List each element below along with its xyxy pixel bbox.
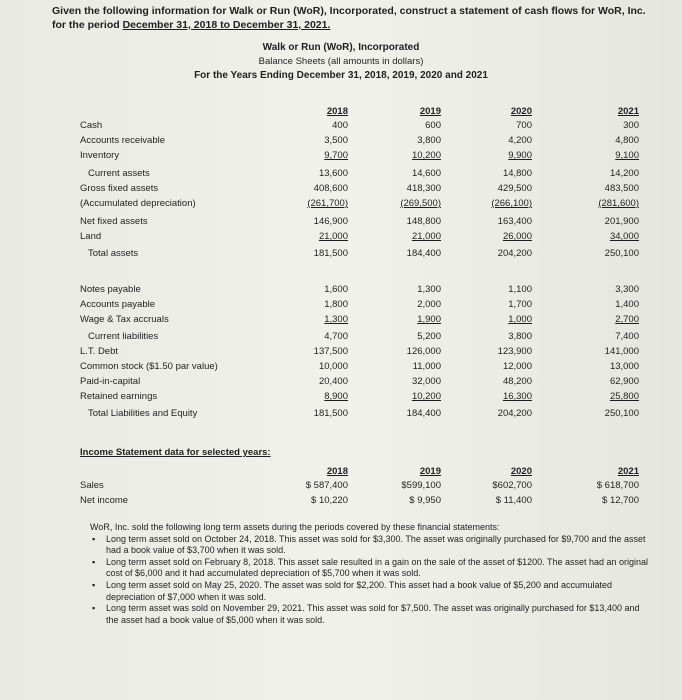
year-header: 2018 <box>326 466 348 477</box>
asset-sale-notes <box>92 522 652 626</box>
cell-value: 204,200 <box>497 408 532 419</box>
cell-value: 184,400 <box>406 408 441 419</box>
cell-value: 148,800 <box>406 216 441 227</box>
row-label: Total assets <box>88 248 139 259</box>
cell-value: 12,000 <box>502 361 532 372</box>
row-label: Current liabilities <box>88 331 159 342</box>
cell-value: $599,100 <box>401 480 441 491</box>
table-row <box>0 495 682 509</box>
year-header: 2019 <box>419 466 441 477</box>
cell-value: 10,200 <box>411 150 441 161</box>
cell-value: (261,700) <box>307 198 348 209</box>
table-row <box>0 248 682 262</box>
cell-value: (266,100) <box>491 198 532 209</box>
table-row <box>0 361 682 375</box>
cell-value: 21,000 <box>411 231 441 242</box>
cell-value: 2,000 <box>417 299 441 310</box>
cell-value: 184,400 <box>406 248 441 259</box>
cell-value: 9,900 <box>508 150 532 161</box>
table-row <box>0 135 682 149</box>
cell-value: 13,000 <box>609 361 639 372</box>
cell-value: 9,100 <box>615 150 639 161</box>
notes-list <box>92 534 652 627</box>
row-label: Notes payable <box>80 284 141 295</box>
cell-value: 700 <box>516 120 532 131</box>
cell-value: (281,600) <box>598 198 639 209</box>
cell-value: 16,300 <box>502 391 532 402</box>
table-row <box>0 314 682 328</box>
bullet-icon: ▪ <box>92 556 96 567</box>
notes-intro: WoR, Inc. sold the following long term assets during the periods covered by these financial statements: <box>90 522 500 532</box>
cell-value: 1,300 <box>417 284 441 295</box>
cell-value: 201,900 <box>604 216 639 227</box>
cell-value: 10,000 <box>318 361 348 372</box>
cell-value: 137,500 <box>313 346 348 357</box>
cell-value: 7,400 <box>615 331 639 342</box>
cell-value: 250,100 <box>604 408 639 419</box>
cell-value: 418,300 <box>406 183 441 194</box>
row-label: Common stock ($1.50 par value) <box>80 361 218 372</box>
cell-value: 4,200 <box>508 135 532 146</box>
cell-value: 181,500 <box>313 248 348 259</box>
cell-value: $ 12,700 <box>602 495 639 506</box>
cell-value: $ 9,950 <box>409 495 441 506</box>
cell-value: 14,200 <box>609 168 639 179</box>
row-label: Net fixed assets <box>80 216 148 227</box>
cell-value: $ 10,220 <box>311 495 348 506</box>
cell-value: 4,700 <box>324 331 348 342</box>
cell-value: 10,200 <box>411 391 441 402</box>
list-item <box>92 557 652 580</box>
cell-value: 21,000 <box>318 231 348 242</box>
cell-value: 204,200 <box>497 248 532 259</box>
table-row <box>0 168 682 182</box>
question-prompt <box>52 4 662 32</box>
row-label: Cash <box>80 120 103 131</box>
cell-value: 32,000 <box>411 376 441 387</box>
row-label: Accounts receivable <box>80 135 166 146</box>
list-item <box>92 534 652 557</box>
cell-value: 20,400 <box>318 376 348 387</box>
cell-value: 600 <box>425 120 441 131</box>
table-row <box>0 346 682 360</box>
cell-value: 483,500 <box>604 183 639 194</box>
cell-value: 3,800 <box>417 135 441 146</box>
company-title: Walk or Run (WoR), Incorporated <box>262 42 420 53</box>
cell-value: 123,900 <box>497 346 532 357</box>
cell-value: 25,800 <box>609 391 639 402</box>
cell-value: 1,700 <box>508 299 532 310</box>
row-label: Total Liabilities and Equity <box>88 408 198 419</box>
table-row <box>0 120 682 134</box>
table-row <box>0 376 682 390</box>
table-row <box>0 284 682 298</box>
cell-value: $ 618,700 <box>596 480 639 491</box>
cell-value: 2,700 <box>615 314 639 325</box>
cell-value: 1,600 <box>324 284 348 295</box>
note-text: Long term asset sold on February 8, 2018. This asset sale resulted in a gain on the sale of the asset of $1200. The asset had an original cost of $6,000 and it had accumulated depreciation of $5,700 when it was sold. <box>106 556 649 579</box>
cell-value: 11,000 <box>412 361 441 372</box>
row-label: L.T. Debt <box>80 346 119 357</box>
cell-value: $ 587,400 <box>305 480 348 491</box>
cell-value: $ 11,400 <box>495 495 532 506</box>
cell-value: 1,400 <box>615 299 639 310</box>
cell-value: 13,600 <box>318 168 348 179</box>
years-title: For the Years Ending December 31, 2018, 2019, 2020 and 2021 <box>194 70 488 81</box>
cell-value: 14,800 <box>502 168 532 179</box>
note-text: Long term asset sold on May 25, 2020. The asset was sold for $2,200. This asset had a book value of $5,200 and accumulated depreciation of $7,000 when it was sold. <box>106 579 612 602</box>
cell-value: 9,700 <box>324 150 348 161</box>
row-label: Retained earnings <box>80 391 158 402</box>
bullet-icon: ▪ <box>92 603 96 614</box>
year-header: 2021 <box>617 106 639 117</box>
cell-value: 1,800 <box>324 299 348 310</box>
table-row <box>0 183 682 197</box>
table-row <box>0 480 682 494</box>
income-statement-heading: Income Statement data for selected years: <box>80 447 271 458</box>
prompt-text: Given the following information for Walk or Run (WoR), Incorporated, construct a statement of cash flows for WoR, Inc. for the period <box>52 5 646 31</box>
year-header: 2020 <box>510 106 532 117</box>
table-row <box>0 150 682 164</box>
cell-value: 1,100 <box>508 284 532 295</box>
year-header: 2018 <box>326 106 348 117</box>
row-label: Current assets <box>88 168 150 179</box>
cell-value: 408,600 <box>313 183 348 194</box>
cell-value: 8,900 <box>324 391 348 402</box>
cell-value: 250,100 <box>604 248 639 259</box>
list-item <box>92 580 652 603</box>
cell-value: 300 <box>623 120 639 131</box>
cell-value: 48,200 <box>502 376 532 387</box>
table-row <box>0 216 682 230</box>
year-header: 2020 <box>510 466 532 477</box>
cell-value: 5,200 <box>417 331 441 342</box>
cell-value: 34,000 <box>609 231 639 242</box>
cell-value: 62,900 <box>609 376 639 387</box>
cell-value: 1,000 <box>508 314 532 325</box>
row-label: Sales <box>80 480 104 491</box>
balance-year-header <box>0 106 682 120</box>
cell-value: 400 <box>332 120 348 131</box>
cell-value: 163,400 <box>497 216 532 227</box>
year-header: 2019 <box>419 106 441 117</box>
row-label: Accounts payable <box>80 299 155 310</box>
row-label: Land <box>80 231 102 242</box>
prompt-period: December 31, 2018 to December 31, 2021. <box>122 19 331 31</box>
row-label: Inventory <box>80 150 120 161</box>
row-label: Gross fixed assets <box>80 183 159 194</box>
cell-value: 429,500 <box>497 183 532 194</box>
cell-value: 141,000 <box>604 346 639 357</box>
cell-value: 3,800 <box>508 331 532 342</box>
cell-value: 146,900 <box>313 216 348 227</box>
row-label: Wage & Tax accruals <box>80 314 169 325</box>
table-row <box>0 198 682 212</box>
table-row <box>0 331 682 345</box>
cell-value: 4,800 <box>615 135 639 146</box>
list-item <box>92 603 652 626</box>
note-text: Long term asset was sold on November 29, 2021. This asset was sold for $7,500. The asset was originally purchased for $13,400 and the asset had a book value of $5,000 when it was sold. <box>106 603 640 625</box>
cell-value: 26,000 <box>502 231 532 242</box>
cell-value: 1,900 <box>417 314 441 325</box>
cell-value: 1,300 <box>324 314 348 325</box>
cell-value: 3,300 <box>615 284 639 295</box>
cell-value: $602,700 <box>492 480 532 491</box>
table-row <box>0 299 682 313</box>
note-text: Long term asset sold on October 24, 2018. This asset was sold for $3,300. The asset was originally purchased for $9,700 and the asset had a book value of $3,700 when it was sold. <box>106 533 646 556</box>
income-year-header <box>0 466 682 480</box>
bullet-icon: ▪ <box>92 579 96 590</box>
row-label: Paid-in-capital <box>80 376 141 387</box>
bullet-icon: ▪ <box>92 533 96 544</box>
table-row <box>0 408 682 422</box>
table-row <box>0 391 682 405</box>
sheet-subtitle: Balance Sheets (all amounts in dollars) <box>258 56 424 67</box>
year-header: 2021 <box>617 466 639 477</box>
table-row <box>0 231 682 245</box>
row-label: (Accumulated depreciation) <box>80 198 196 209</box>
cell-value: 14,600 <box>411 168 441 179</box>
cell-value: 181,500 <box>313 408 348 419</box>
cell-value: 126,000 <box>406 346 441 357</box>
row-label: Net income <box>80 495 129 506</box>
cell-value: (269,500) <box>400 198 441 209</box>
cell-value: 3,500 <box>324 135 348 146</box>
